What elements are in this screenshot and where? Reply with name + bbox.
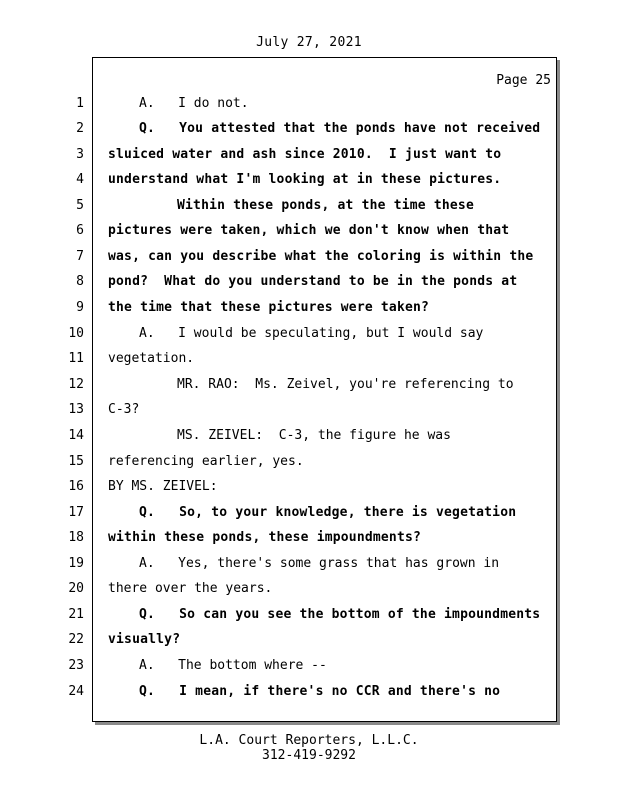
transcript-line: Q. So can you see the bottom of the impoundments bbox=[139, 607, 541, 622]
transcript-line: was, can you describe what the coloring is within the bbox=[108, 249, 534, 264]
transcript-line: the time that these pictures were taken? bbox=[108, 300, 430, 315]
line-number: 6 bbox=[76, 223, 84, 238]
line-number: 15 bbox=[68, 454, 84, 469]
transcript-line: pond? What do you understand to be in the ponds at bbox=[108, 274, 518, 289]
line-number: 21 bbox=[68, 607, 84, 622]
line-number: 5 bbox=[76, 198, 84, 213]
transcript-line: Q. I mean, if there's no CCR and there's no bbox=[139, 684, 501, 699]
transcript-line: Within these ponds, at the time these bbox=[177, 198, 474, 213]
transcript-line: Q. So, to your knowledge, there is vegetation bbox=[139, 505, 517, 520]
line-number: 8 bbox=[76, 274, 84, 289]
line-number: 4 bbox=[76, 172, 84, 187]
transcript-line: A. I do not. bbox=[139, 96, 249, 111]
reporter-company: L.A. Court Reporters, L.L.C. bbox=[199, 733, 419, 748]
line-number: 9 bbox=[76, 300, 84, 315]
line-number: 23 bbox=[68, 658, 84, 673]
line-number: 7 bbox=[76, 249, 84, 264]
line-number: 19 bbox=[68, 556, 84, 571]
transcript-line: sluiced water and ash since 2010. I just want to bbox=[108, 147, 502, 162]
transcript-line: A. I would be speculating, but I would say bbox=[139, 326, 484, 341]
transcript-line: visually? bbox=[108, 632, 181, 647]
transcript-line: Q. You attested that the ponds have not received bbox=[139, 121, 541, 136]
page-number: Page 25 bbox=[496, 73, 551, 88]
page-footer bbox=[0, 733, 618, 763]
transcript-line: pictures were taken, which we don't know when that bbox=[108, 223, 510, 238]
transcript-line: MS. ZEIVEL: C-3, the figure he was bbox=[177, 428, 451, 443]
transcript-line: understand what I'm looking at in these pictures. bbox=[108, 172, 502, 187]
line-number: 10 bbox=[68, 326, 84, 341]
line-number: 3 bbox=[76, 147, 84, 162]
line-number: 18 bbox=[68, 530, 84, 545]
line-number: 20 bbox=[68, 581, 84, 596]
line-number: 22 bbox=[68, 632, 84, 647]
transcript-line: A. The bottom where -- bbox=[139, 658, 327, 673]
transcript-line: there over the years. bbox=[108, 581, 273, 596]
transcript-line: BY MS. ZEIVEL: bbox=[108, 479, 218, 494]
transcript-line: A. Yes, there's some grass that has grown in bbox=[139, 556, 500, 571]
transcript-line: within these ponds, these impoundments? bbox=[108, 530, 422, 545]
line-number: 24 bbox=[68, 684, 84, 699]
line-number: 17 bbox=[68, 505, 84, 520]
line-number: 1 bbox=[76, 96, 84, 111]
line-number: 12 bbox=[68, 377, 84, 392]
line-number: 11 bbox=[68, 351, 84, 366]
transcript-line: vegetation. bbox=[108, 351, 195, 366]
transcript-line: MR. RAO: Ms. Zeivel, you're referencing to bbox=[177, 377, 514, 392]
line-number: 13 bbox=[68, 402, 84, 417]
transcript-date: July 27, 2021 bbox=[256, 35, 362, 50]
line-number: 14 bbox=[68, 428, 84, 443]
line-number: 2 bbox=[76, 121, 84, 136]
reporter-phone: 312-419-9292 bbox=[262, 748, 356, 763]
transcript-line: C-3? bbox=[108, 402, 140, 417]
line-number: 16 bbox=[68, 479, 84, 494]
transcript-line: referencing earlier, yes. bbox=[108, 454, 304, 469]
